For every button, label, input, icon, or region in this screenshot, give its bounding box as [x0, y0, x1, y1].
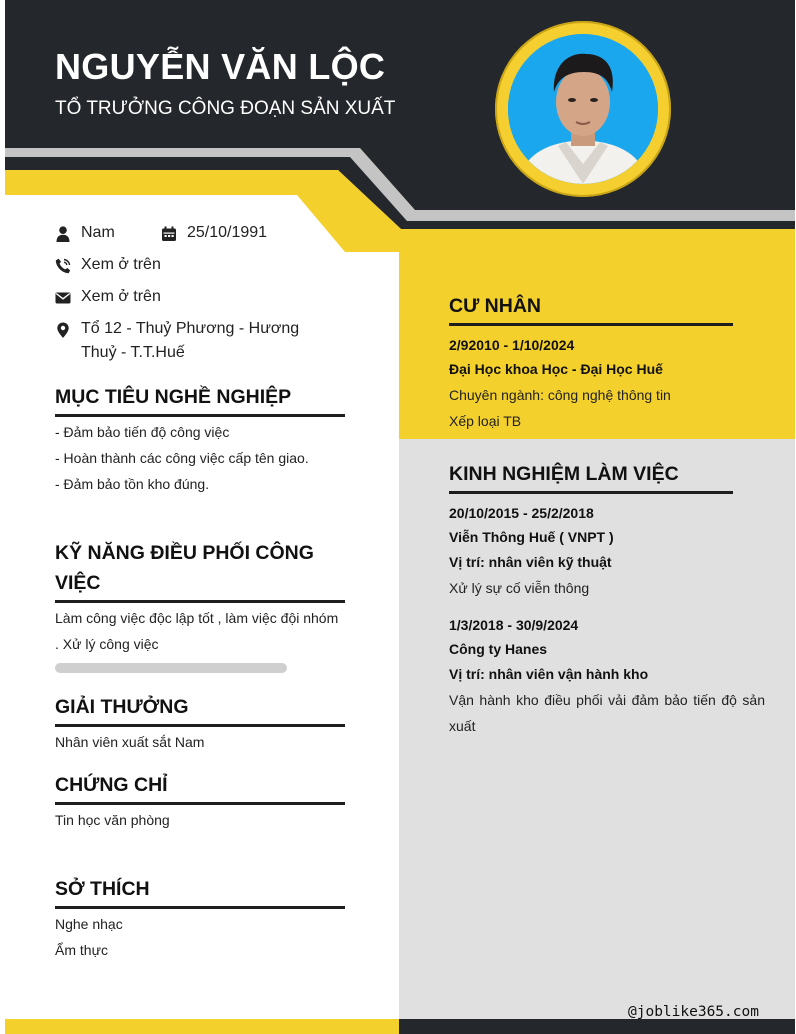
gender-info: [55, 224, 115, 245]
awards-text: Nhân viên xuất sắt Nam: [55, 734, 205, 750]
address-line-1: Tổ 12 - Thuỷ Phương - Hương: [81, 320, 300, 337]
objective-item: - Đảm bảo tiến độ công việc: [55, 424, 230, 440]
job-description: Xử lý sự cố viễn thông: [449, 580, 590, 596]
education-date: 2/92010 - 1/10/2024: [449, 337, 575, 353]
certificates-section: [55, 770, 345, 833]
job-position: Vị trí: nhân viên vận hành kho: [449, 666, 649, 682]
objective-heading: MỤC TIÊU NGHỀ NGHIỆP: [55, 382, 345, 417]
phone-info: [55, 256, 161, 277]
certificates-text: Tin học văn phòng: [55, 812, 170, 828]
footer-bar-right: [399, 1019, 795, 1034]
calendar-icon: [161, 226, 177, 242]
skills-text-line-2: . Xử lý công việc: [55, 636, 159, 652]
job-company: Viễn Thông Huế ( VNPT ): [449, 529, 614, 545]
phone-value: Xem ở trên: [81, 256, 161, 273]
skill-level-bar: [55, 663, 287, 673]
experience-section: [449, 459, 765, 739]
skills-heading-line-1: KỸ NĂNG ĐIỀU PHỐI CÔNG: [55, 542, 314, 564]
hobby-item: Ẩm thực: [55, 942, 108, 958]
hobbies-heading: SỞ THÍCH: [55, 874, 345, 909]
job-company: Công ty Hanes: [449, 641, 548, 657]
candidate-name: NGUYỄN VĂN LỘC: [55, 46, 386, 87]
hobby-item: Nghe nhạc: [55, 916, 123, 932]
phone-icon: [55, 258, 71, 274]
map-pin-icon: [55, 322, 71, 338]
address-value: [81, 317, 299, 365]
avatar: [495, 21, 671, 197]
envelope-icon: [55, 290, 71, 306]
job-date: 20/10/2015 - 25/2/2018: [449, 505, 594, 521]
header-band: [5, 0, 795, 275]
skills-heading-line-2: VIỆC: [55, 572, 101, 594]
experience-heading: KINH NGHIỆM LÀM VIỆC: [449, 459, 733, 494]
job-date: 1/3/2018 - 30/9/2024: [449, 617, 579, 633]
footer-credit: @joblike365.com: [628, 1004, 759, 1020]
cv-page: [5, 0, 795, 1034]
skills-text-line-1: Làm công việc độc lập tốt , làm việc đội nhóm: [55, 610, 339, 626]
skills-section: [55, 538, 345, 673]
email-value: Xem ở trên: [81, 288, 161, 305]
education-school: Đại Học khoa Học - Đại Học Huế: [449, 361, 663, 377]
job-description-line-2: xuất: [449, 718, 476, 734]
objective-section: [55, 382, 345, 497]
job-description: [449, 687, 765, 739]
education-heading: CƯ NHÂN: [449, 291, 733, 326]
address-info: [55, 320, 299, 365]
awards-section: [55, 692, 345, 755]
education-major: Chuyên ngành: công nghệ thông tin: [449, 387, 671, 403]
job-position: Vị trí: nhân viên kỹ thuật: [449, 554, 612, 570]
profile-photo: [508, 34, 658, 184]
awards-heading: GIẢI THƯỞNG: [55, 692, 345, 727]
job-description-line-1: Vận hành kho điều phối vải đảm bảo tiến độ sản: [449, 692, 765, 708]
address-line-2: Thuỷ - T.T.Huế: [81, 344, 185, 361]
user-icon: [55, 226, 71, 242]
gender-value: Nam: [81, 224, 115, 241]
certificates-heading: CHỨNG CHỈ: [55, 770, 345, 805]
email-info: [55, 288, 161, 309]
objective-item: - Hoàn thành các công việc cấp tên giao.: [55, 450, 309, 466]
hobbies-section: [55, 874, 345, 963]
candidate-title: TỔ TRƯỞNG CÔNG ĐOẠN SẢN XUẤT: [55, 98, 396, 119]
birthdate-value: 25/10/1991: [187, 224, 268, 241]
skills-heading: [55, 538, 345, 603]
job-entry: [449, 614, 765, 739]
education-grade: Xếp loại TB: [449, 413, 522, 429]
objective-item: - Đảm bảo tồn kho đúng.: [55, 476, 210, 492]
birthdate-info: [161, 224, 267, 245]
education-section: [449, 291, 733, 434]
job-entry: [449, 502, 733, 601]
footer-bar-left: [5, 1019, 399, 1034]
